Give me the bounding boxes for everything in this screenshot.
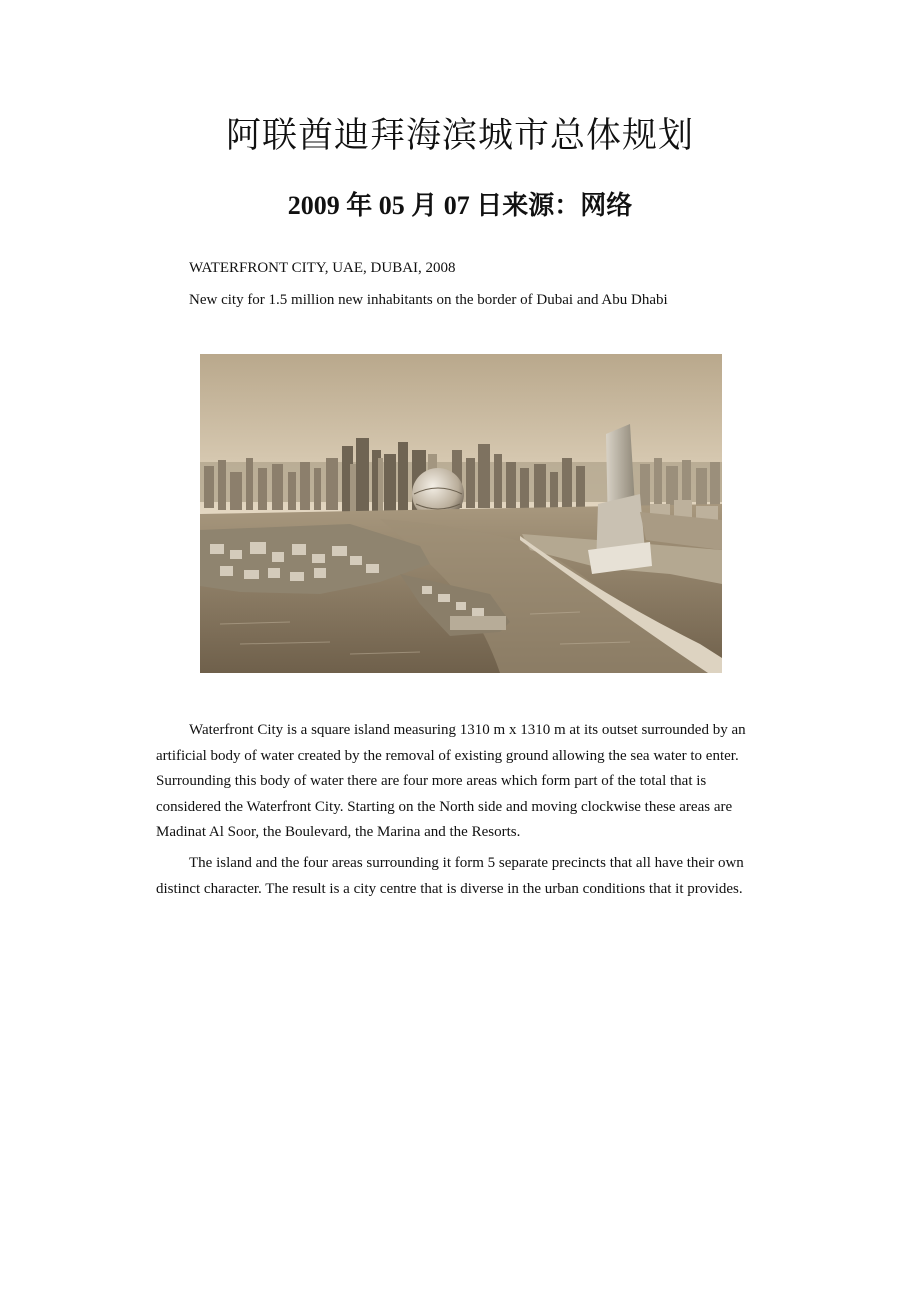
paragraph-2: The island and the four areas surrounding it form 5 separate precincts that all have their own distinct character. The result is a city centre that is diverse in the urban conditions that it provides. [156, 855, 744, 897]
page-title: 阿联酋迪拜海滨城市总体规划 [225, 116, 694, 156]
project-heading: WATERFRONT CITY, UAE, DUBAI, 2008 [189, 260, 456, 276]
paragraph-1: Waterfront City is a square island measuring 1310 m x 1310 m at its outset surrounded by an artificial body of water created by the removal of existing ground allowing the sea water to enter. Surrounding this body of water there are four more areas which form part of the total that is considered the Waterfront City. Starting on the North side and moving clockwise these areas are Madinat Al Soor, the Boulevard, the Marina and the Resorts. [156, 722, 746, 840]
project-description: New city for 1.5 million new inhabitants on the border of Dubai and Abu Dhabi [189, 292, 668, 308]
waterfront-city-rendering [200, 354, 722, 673]
page-subtitle: 2009 年 05 月 07 日来源：网络 [287, 191, 633, 220]
city-rendering-illustration [200, 354, 722, 673]
